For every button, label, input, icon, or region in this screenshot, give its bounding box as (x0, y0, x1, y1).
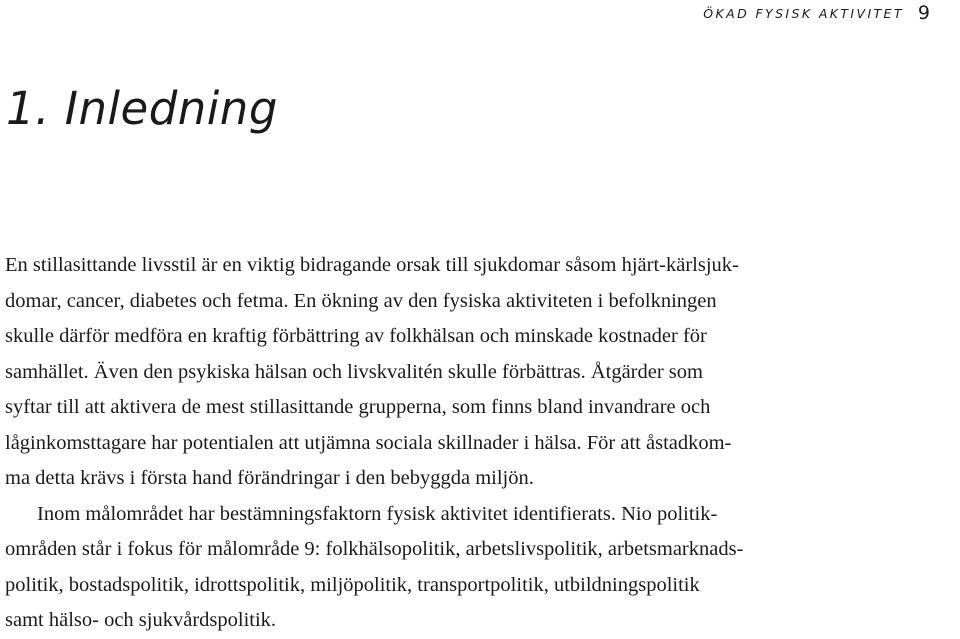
body-line: låginkomsttagare har potentialen att utjämna sociala skillnader i hälsa. För att åstadkom- (5, 431, 732, 454)
body-line: ma detta krävs i första hand förändringar i den bebyggda miljön. (5, 467, 534, 489)
body-line: politik, bostadspolitik, idrottspolitik, miljöpolitik, transportpolitik, utbildningspolitik (5, 573, 700, 596)
body-line: samhället. Även den psykiska hälsan och livskvalitén skulle förbättras. Åtgärder som (5, 360, 703, 383)
body-line: syftar till att aktivera de mest stillasittande grupperna, som finns bland invandrare och (5, 396, 711, 418)
body-line: skulle därför medföra en kraftig förbättring av folkhälsan och minskade kostnader för (5, 325, 707, 347)
body-line: samt hälso- och sjukvårdspolitik. (5, 609, 277, 631)
page-number: 9 (917, 2, 930, 24)
body-line: Inom målområdet har bestämningsfaktorn fysisk aktivitet identifierats. Nio politik- (37, 502, 718, 525)
body-line: En stillasittande livsstil är en viktig bidragande orsak till sjukdomar såsom hjärt-kärlsjuk- (5, 254, 739, 276)
running-header-title: ÖKAD FYSISK AKTIVITET (703, 5, 904, 21)
body-text (5, 248, 960, 639)
body-line: domar, cancer, diabetes och fetma. En ökning av den fysiska aktiviteten i befolkningen (5, 289, 717, 312)
chapter-heading: 1. Inledning (6, 82, 278, 135)
body-line: områden står i fokus för målområde 9: folkhälsopolitik, arbetslivspolitik, arbetsmarknads- (5, 538, 744, 560)
running-header (703, 0, 960, 26)
